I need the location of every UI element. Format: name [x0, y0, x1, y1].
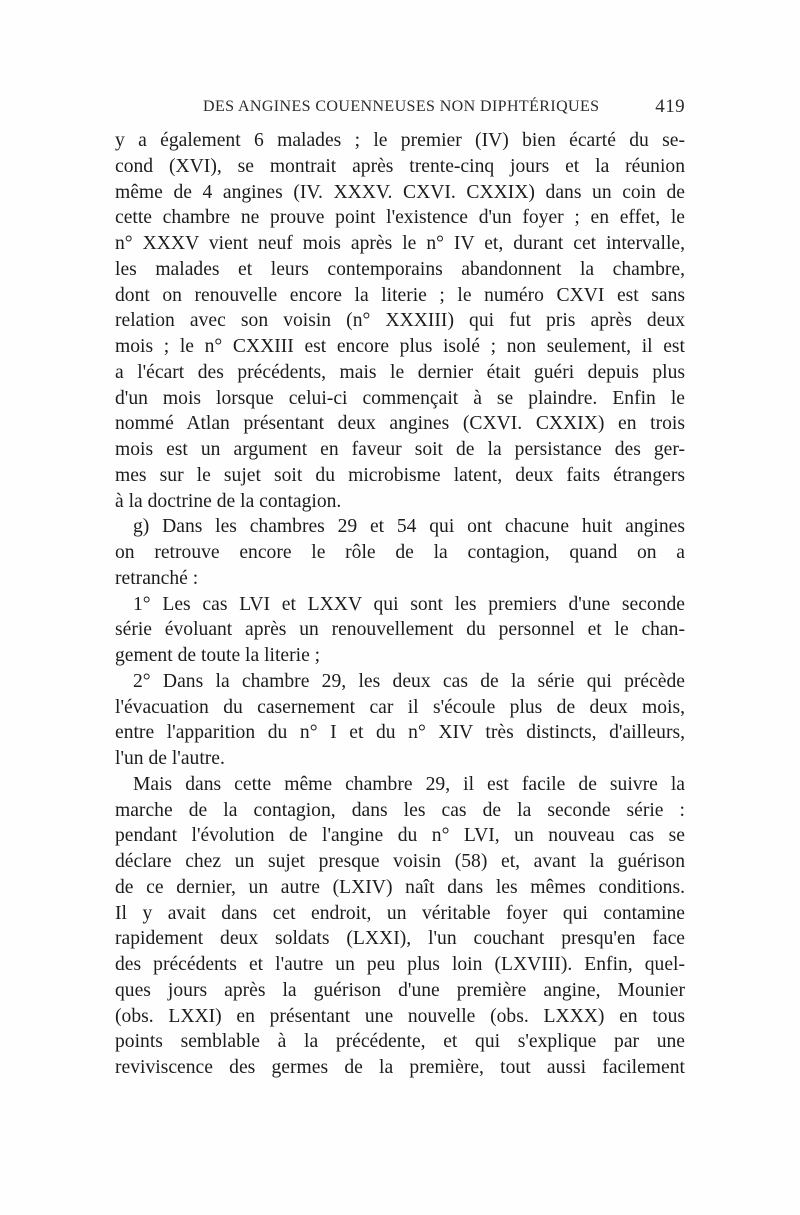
text-line: marche de la contagion, dans les cas de la seconde série : [115, 799, 685, 821]
text-line: pendant l'évolution de l'angine du n° LVI, un nouveau cas se [115, 825, 685, 847]
text-line: série évoluant après un renouvellement du personnel et le chan- [115, 619, 685, 641]
paragraph-end-line: l'un de l'autre. [115, 748, 225, 769]
page-number: 419 [655, 96, 685, 117]
text-line: rapidement deux soldats (LXXI), l'un couchant presqu'en face [115, 928, 685, 950]
text-line: reviviscence des germes de la première, tout aussi facilement [115, 1057, 685, 1078]
text-line: entre l'apparition du n° I et du n° XIV très distincts, d'ailleurs, [115, 722, 685, 744]
text-line: points semblable à la précédente, et qui s'explique par une [115, 1031, 685, 1053]
text-line: mois ; le n° CXXIII est encore plus isolé ; non seulement, il est [115, 336, 685, 357]
text-line: l'évacuation du casernement car il s'écoule plus de deux mois, [115, 696, 685, 718]
text-line: on retrouve encore le rôle de la contagion, quand on a [115, 542, 685, 563]
text-line: de ce dernier, un autre (LXIV) naît dans les mêmes conditions. [115, 876, 685, 898]
text-line: ques jours après la guérison d'une première angine, Mounier [115, 979, 685, 1001]
running-title: DES ANGINES COUENNEUSES NON DIPHTÉRIQUES [203, 98, 600, 115]
text-line: y a également 6 malades ; le premier (IV) bien écarté du se- [115, 130, 685, 151]
text-line: Il y avait dans cet endroit, un véritable foyer qui contamine [115, 902, 685, 924]
text-line: déclare chez un sujet presque voisin (58) et, avant la guérison [115, 851, 685, 872]
paragraph-start-line: g) Dans les chambres 29 et 54 qui ont chacune huit angines [133, 516, 685, 538]
paragraph-start-line: 2° Dans la chambre 29, les deux cas de la série qui précède [133, 670, 685, 692]
paragraph-end-line: retranché : [115, 567, 199, 589]
text-line: d'un mois lorsque celui-ci commençait à se plaindre. Enfin le [115, 387, 685, 409]
text-line: n° XXXV vient neuf mois après le n° IV et, durant cet intervalle, [115, 233, 685, 254]
paragraph-end-line: à la doctrine de la contagion. [115, 490, 342, 512]
body-text [115, 128, 685, 1081]
text-line: même de 4 angines (IV. XXXV. CXVI. CXXIX) dans un coin de [115, 181, 685, 203]
paragraph-start-line: 1° Les cas LVI et LXXV qui sont les premiers d'une seconde [133, 593, 685, 615]
text-line: mois est un argument en faveur soit de la persistance des ger- [115, 439, 685, 460]
text-line: nommé Atlan présentant deux angines (CXVI. CXXIX) en trois [115, 413, 685, 435]
text-line: mes sur le sujet soit du microbisme latent, deux faits étrangers [115, 464, 685, 486]
text-line: relation avec son voisin (n° XXXIII) qui fut pris après deux [115, 310, 685, 332]
running-header [115, 98, 685, 124]
text-line: cette chambre ne prouve point l'existence d'un foyer ; en effet, le [115, 207, 685, 229]
text-line: dont on renouvelle encore la literie ; le numéro CXVI est sans [115, 284, 685, 306]
paragraph-start-line: Mais dans cette même chambre 29, il est facile de suivre la [133, 773, 685, 795]
text-line: cond (XVI), se montrait après trente-cinq jours et la réunion [115, 155, 685, 177]
text-line: (obs. LXXI) en présentant une nouvelle (obs. LXXX) en tous [115, 1005, 685, 1027]
paragraph-end-line: gement de toute la literie ; [115, 645, 321, 666]
text-line: des précédents et l'autre un peu plus loin (LXVIII). Enfin, quel- [115, 954, 685, 975]
text-line: a l'écart des précédents, mais le dernier était guéri depuis plus [115, 361, 685, 383]
text-line: les malades et leurs contemporains abandonnent la chambre, [115, 258, 685, 280]
